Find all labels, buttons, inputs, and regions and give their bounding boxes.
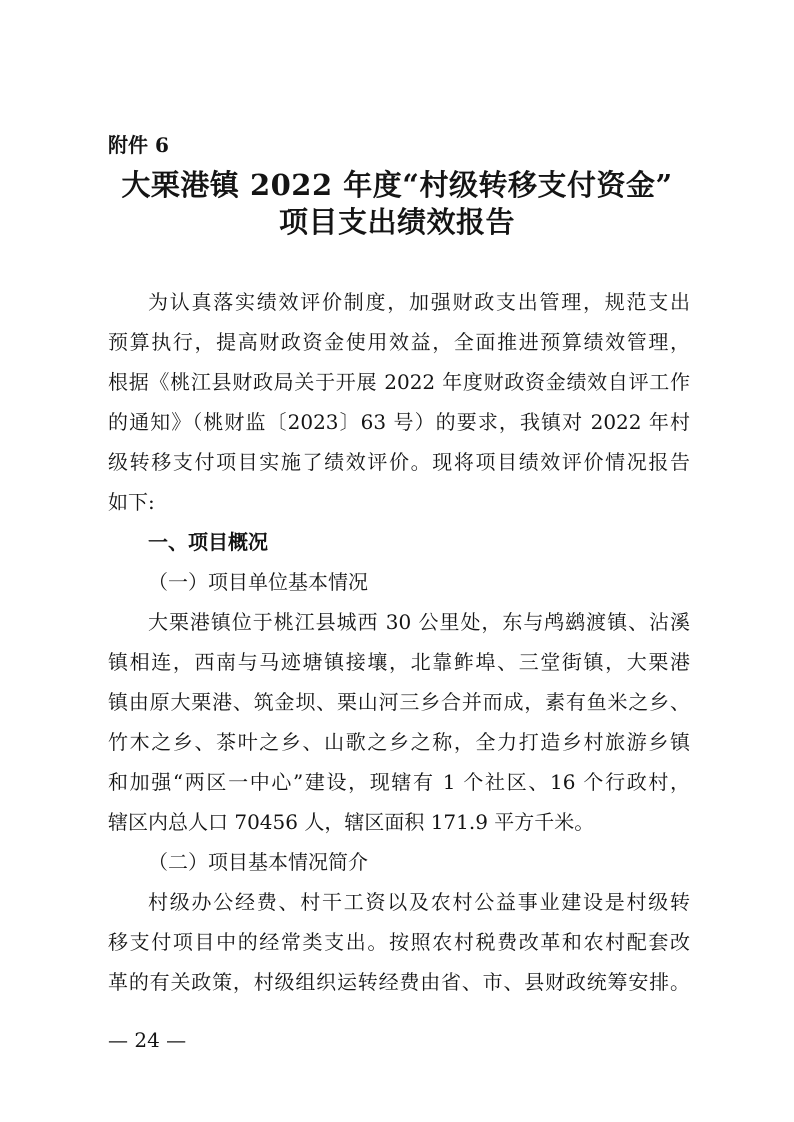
paragraph-line: 和加强“两区一中心”建设，现辖有 1 个社区、16 个行政村， xyxy=(108,770,690,794)
intro-line: 如下: xyxy=(108,490,155,514)
paragraph-line: 镇相连，西南与马迹塘镇接壤，北靠鲊埠、三堂街镇，大栗港 xyxy=(108,650,690,674)
subsection-heading: （二）项目基本情况简介 xyxy=(148,850,368,874)
paragraph-line: 革的有关政策，村级组织运转经费由省、市、县财政统筹安排。 xyxy=(108,970,690,994)
paragraph-line: 竹木之乡、茶叶之乡、山歌之乡之称，全力打造乡村旅游乡镇 xyxy=(108,730,690,754)
paragraph-line: 大栗港镇位于桃江县城西 30 公里处，东与鸬鹚渡镇、沾溪 xyxy=(148,610,690,634)
paragraph-line: 镇由原大栗港、筑金坝、栗山河三乡合并而成，素有鱼米之乡、 xyxy=(108,690,690,714)
section-heading: 一、项目概况 xyxy=(148,530,268,554)
intro-line: 根据《桃江县财政局关于开展 2022 年度财政资金绩效自评工作 xyxy=(108,370,690,394)
document-title-line-2: 项目支出绩效报告 xyxy=(278,205,515,239)
document-body xyxy=(108,282,690,1002)
intro-line: 为认真落实绩效评价制度，加强财政支出管理，规范支出 xyxy=(148,290,690,314)
paragraph-line: 移支付项目中的经常类支出。按照农村税费改革和农村配套改 xyxy=(108,930,690,954)
paragraph-line: 村级办公经费、村干工资以及农村公益事业建设是村级转 xyxy=(148,890,690,914)
intro-line: 级转移支付项目实施了绩效评价。现将项目绩效评价情况报告 xyxy=(108,450,690,474)
subsection-heading: （一）项目单位基本情况 xyxy=(148,570,368,594)
intro-line: 预算执行，提高财政资金使用效益，全面推进预算绩效管理， xyxy=(108,330,690,354)
page-number: — 24 — xyxy=(108,1028,187,1052)
document-title-line-1: 大栗港镇 2022 年度“村级转移支付资金” xyxy=(121,168,673,202)
attachment-label: 附件 6 xyxy=(108,133,169,157)
intro-line: 的通知》（桃财监〔2023〕63 号）的要求，我镇对 2022 年村 xyxy=(108,410,690,434)
paragraph-line: 辖区内总人口 70456 人，辖区面积 171.9 平方千米。 xyxy=(108,810,595,834)
